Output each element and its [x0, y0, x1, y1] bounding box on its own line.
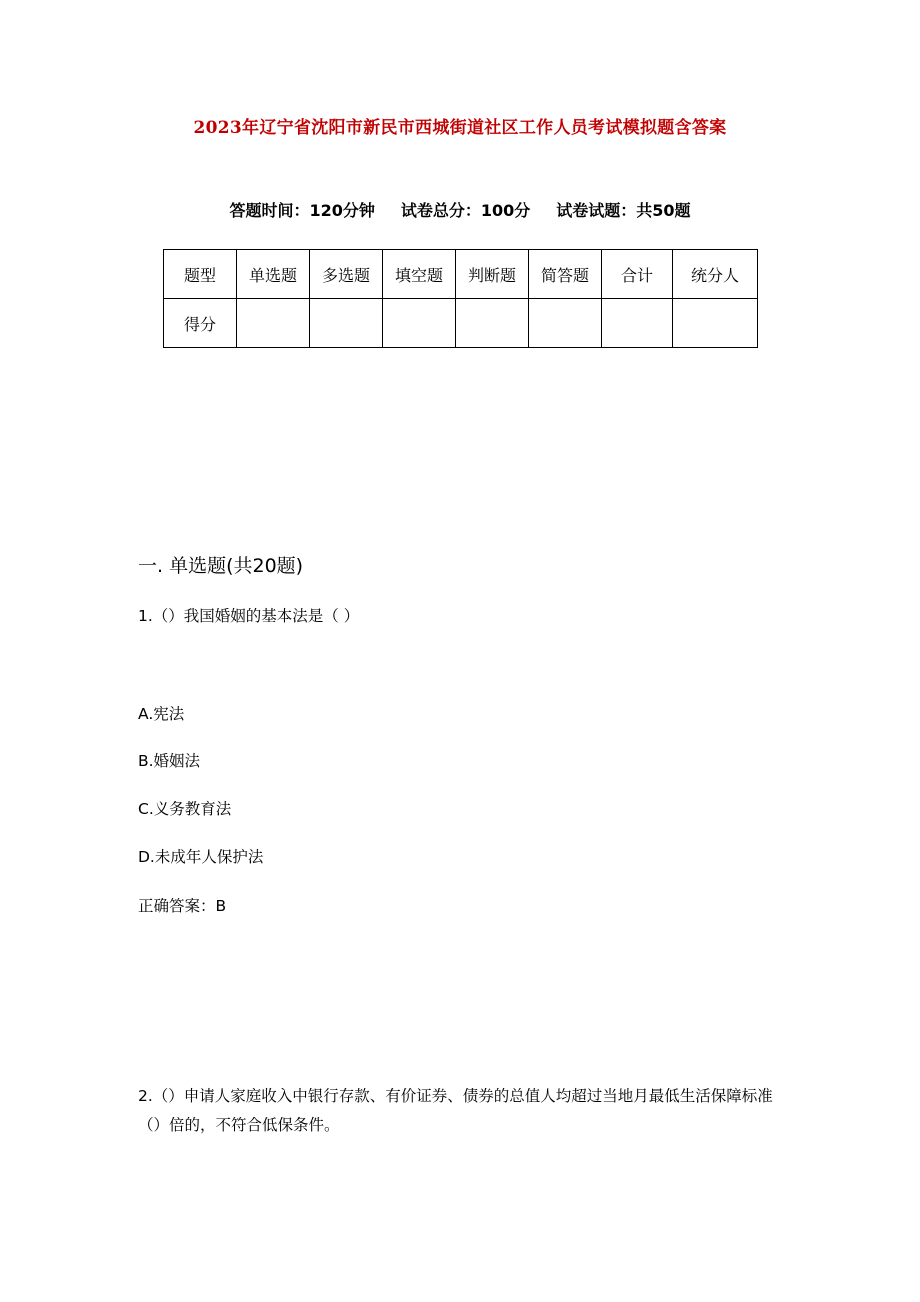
question-1-option-b: B.婚姻法 — [138, 752, 201, 770]
score-table-header: 合计 — [602, 250, 673, 299]
section-heading: 一. 单选题(共20题) — [138, 555, 304, 577]
document-title: 2023年辽宁省沈阳市新民市西城街道社区工作人员考试模拟题含答案 — [193, 118, 727, 138]
score-cell — [456, 299, 529, 348]
score-table — [163, 249, 758, 348]
score-table-score-row — [164, 299, 758, 348]
question-2-text: 2.（）申请人家庭收入中银行存款、有价证券、债券的总值人均超过当地月最低生活保障标准（）倍的，不符合低保条件。 — [138, 1087, 773, 1134]
score-table-header: 判断题 — [456, 250, 529, 299]
score-cell — [237, 299, 310, 348]
score-table-header: 统分人 — [673, 250, 758, 299]
exam-total-score: 试卷总分：100分 — [400, 201, 531, 220]
question-1-text: 1.（）我国婚姻的基本法是（ ） — [138, 607, 360, 625]
score-table-header: 题型 — [164, 250, 237, 299]
exam-time: 答题时间：120分钟 — [229, 201, 375, 220]
score-row-label: 得分 — [164, 299, 237, 348]
question-1-option-d: D.未成年人保护法 — [138, 848, 264, 866]
question-1-option-c: C.义务教育法 — [138, 800, 232, 818]
score-table-header: 填空题 — [383, 250, 456, 299]
score-cell — [383, 299, 456, 348]
exam-meta — [0, 198, 920, 221]
score-cell — [602, 299, 673, 348]
question-1-answer: 正确答案：B — [138, 897, 227, 915]
score-cell — [310, 299, 383, 348]
score-table-header: 单选题 — [237, 250, 310, 299]
score-table-header: 简答题 — [529, 250, 602, 299]
exam-question-count: 试卷试题：共50题 — [556, 201, 691, 220]
score-cell — [673, 299, 758, 348]
score-table-header-row — [164, 250, 758, 299]
score-cell — [529, 299, 602, 348]
question-1-option-a: A.宪法 — [138, 705, 185, 723]
score-table-header: 多选题 — [310, 250, 383, 299]
